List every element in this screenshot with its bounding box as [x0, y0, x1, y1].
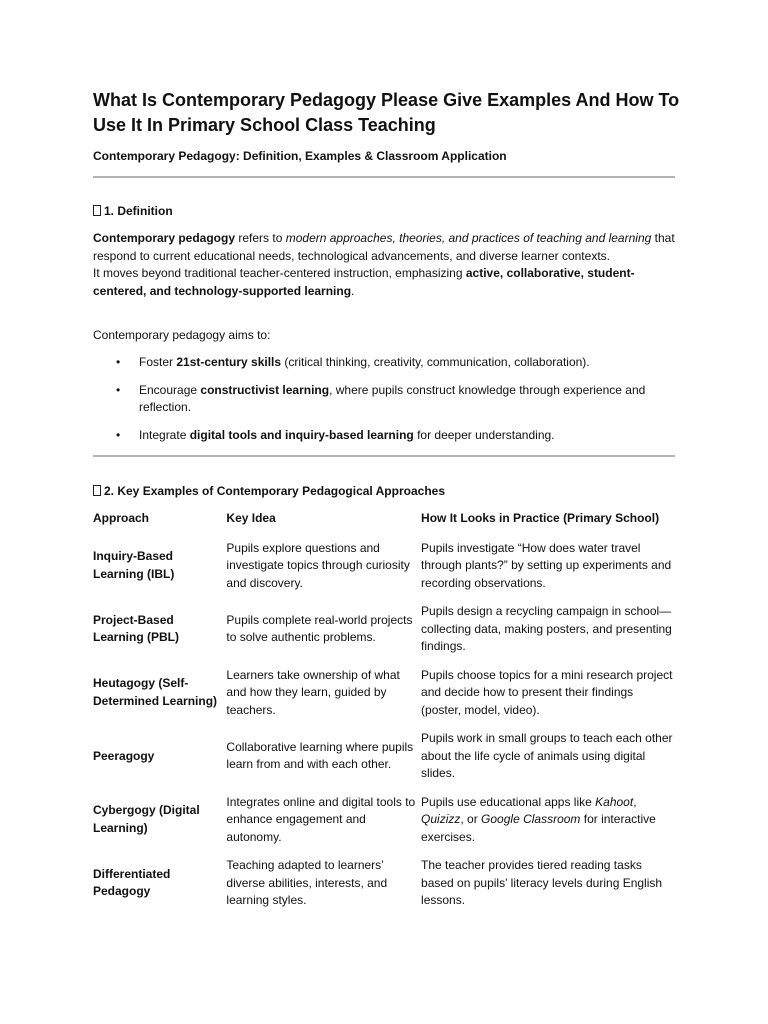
column-header-practice: How It Looks in Practice (Primary School) [421, 511, 660, 525]
practice-text: for interactive exercises. [421, 812, 656, 844]
list-item-text: for deeper understanding. [413, 427, 555, 442]
list-item [93, 427, 678, 445]
approach-cell: Differentiated Pedagogy [93, 866, 171, 899]
table-row [93, 857, 675, 921]
definition-bold: active, collaborative, student-centered, and technology-supported learning [93, 266, 635, 298]
app-name: Google Classroom [481, 812, 581, 826]
table-row [93, 603, 675, 667]
key-idea-cell: Pupils explore questions and investigate topics through curiosity and discovery. [226, 540, 410, 590]
definition-text: . [351, 283, 355, 298]
aims-list [93, 354, 678, 454]
practice-text: , or [460, 812, 482, 826]
practice-cell: Pupils investigate “How does water travel through plants?” by setting up experiments and recording observations. [421, 540, 672, 590]
approach-cell: Heutagogy (Self-Determined Learning) [93, 676, 218, 708]
key-idea-cell: Pupils complete real-world projects to solve authentic problems. [226, 612, 413, 645]
list-item [93, 354, 678, 372]
definition-term: Contemporary pedagogy [93, 231, 236, 245]
app-name: Quizizz [421, 812, 461, 826]
app-name: Kahoot [595, 794, 634, 809]
definition-paragraph [93, 230, 678, 300]
table-row [93, 667, 675, 731]
list-item-text: , where pupils construct knowledge through experience and reflection. [139, 382, 646, 414]
bullet-icon: • [116, 427, 121, 442]
list-item-text: Foster [139, 355, 177, 369]
list-item-text: Encourage [139, 382, 201, 397]
column-header-approach: Approach [93, 511, 150, 525]
table-header-row [93, 508, 675, 540]
list-item-bold: constructivist learning [200, 382, 330, 397]
missing-glyph-icon [93, 485, 101, 496]
section-heading-text: 2. Key Examples of Contemporary Pedagogical Approaches [104, 484, 445, 498]
document-title: What Is Contemporary Pedagogy Please Give Examples And How To Use It In Primary School Class Teaching [93, 90, 680, 135]
approach-cell: Cybergogy (Digital Learning) [93, 803, 200, 835]
column-header-key-idea: Key Idea [226, 511, 276, 525]
definition-text: that respond to current educational needs, technological advancements, and diverse learner contexts. [93, 231, 675, 263]
practice-text: , [633, 794, 637, 809]
table-row [93, 794, 675, 858]
aims-intro: Contemporary pedagogy aims to: [93, 328, 271, 342]
definition-text: It moves beyond traditional teacher-centered instruction, emphasizing [93, 266, 466, 280]
key-idea-cell: Integrates online and digital tools to enhance engagement and autonomy. [226, 794, 416, 844]
approach-cell: Project-Based Learning (PBL) [93, 612, 179, 645]
bullet-icon: • [116, 355, 121, 369]
definition-emphasis: modern approaches, theories, and practices of teaching and learning [285, 231, 652, 245]
list-item-bold: 21st-century skills [176, 355, 282, 369]
table-row [93, 540, 675, 604]
practice-text: Pupils use educational apps like [421, 794, 596, 809]
definition-text: refers to [235, 231, 286, 245]
section-heading-examples [93, 483, 675, 500]
practice-cell: Pupils choose topics for a mini research project and decide how to present their findings (poster, model, video). [421, 667, 673, 717]
list-item-text: Integrate [139, 427, 190, 442]
key-idea-cell: Teaching adapted to learners’ diverse abilities, interests, and learning styles. [226, 858, 388, 907]
document-subtitle: Contemporary Pedagogy: Definition, Examples & Classroom Application [93, 149, 507, 163]
practice-cell: The teacher provides tiered reading tasks based on pupils’ literacy levels during English lessons. [421, 858, 663, 907]
approaches-table [93, 508, 675, 921]
section-heading-text: 1. Definition [104, 204, 173, 218]
section-heading-definition [93, 203, 675, 220]
key-idea-cell: Collaborative learning where pupils learn from and with each other. [226, 739, 414, 772]
horizontal-rule [93, 176, 675, 178]
practice-cell: Pupils design a recycling campaign in school—collecting data, making posters, and presenting findings. [421, 604, 672, 653]
practice-cell: Pupils work in small groups to teach each other about the life cycle of animals using digital slides. [421, 731, 673, 780]
approach-cell: Inquiry-Based Learning (IBL) [93, 549, 175, 581]
list-item-text: (critical thinking, creativity, communication, collaboration). [281, 355, 590, 369]
practice-cell [421, 794, 675, 858]
list-item-bold: digital tools and inquiry-based learning [189, 427, 414, 442]
bullet-icon: • [116, 382, 121, 397]
approach-cell: Peeragogy [93, 748, 155, 763]
list-item [93, 382, 678, 417]
table-row [93, 730, 675, 794]
horizontal-rule [93, 455, 675, 457]
key-idea-cell: Learners take ownership of what and how they learn, guided by teachers. [226, 667, 400, 717]
missing-glyph-icon [93, 205, 101, 216]
